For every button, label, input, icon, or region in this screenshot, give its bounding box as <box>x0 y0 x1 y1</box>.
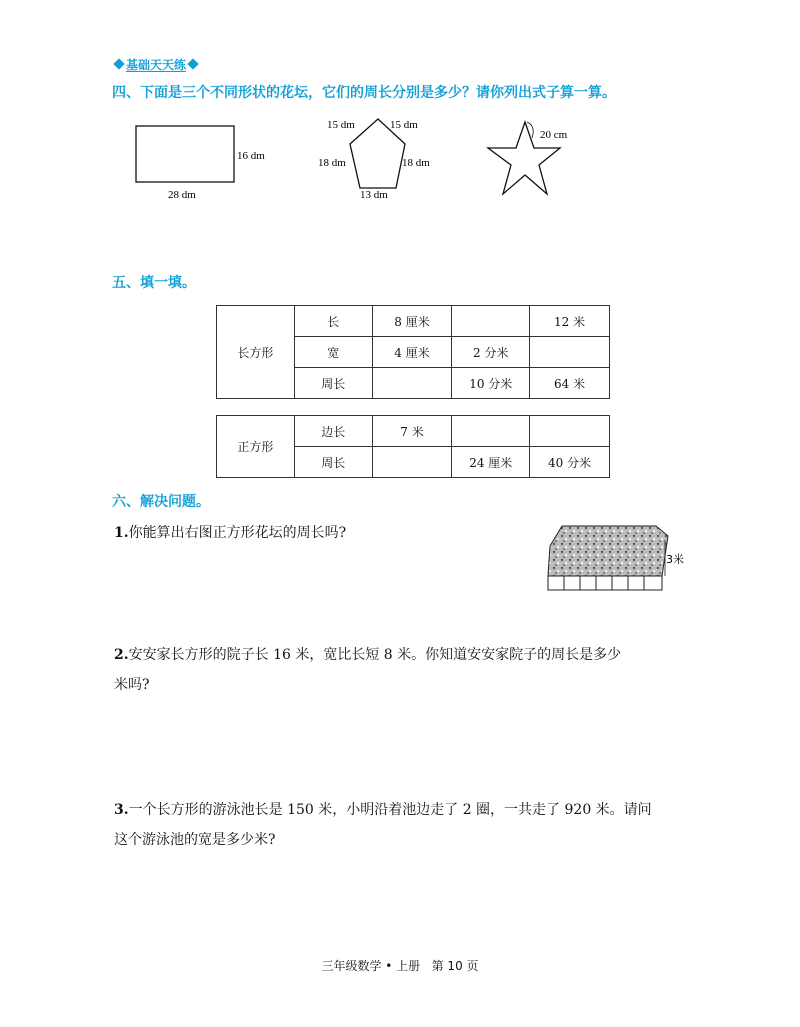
flowerbed-illustration <box>544 518 694 598</box>
diamond-icon <box>187 58 198 69</box>
question-text: 一个长方形的游泳池长是 150 米，小明沿着池边走了 2 圈，一共走了 920 米。请问 <box>128 802 652 818</box>
pentagon-top-left-label: 15 dm <box>327 119 355 131</box>
table-cell: 4 厘米 <box>372 337 452 368</box>
diamond-icon <box>113 58 124 69</box>
section-6-title: 六、解决问题。 <box>112 494 210 510</box>
rectangle-figure <box>136 126 234 182</box>
shape-figures <box>100 110 620 210</box>
row-label: 边长 <box>294 416 372 447</box>
table-cell: 64 米 <box>530 368 610 399</box>
pentagon-left-label: 18 dm <box>318 157 346 169</box>
square-table-header: 正方形 <box>217 416 295 478</box>
rect-table-header: 长方形 <box>217 306 295 399</box>
table-row <box>217 306 610 337</box>
table-cell <box>530 337 610 368</box>
rect-width-label: 28 dm <box>168 189 196 201</box>
pentagon-bottom-label: 13 dm <box>360 189 388 201</box>
pentagon-top-right-label: 15 dm <box>390 119 418 131</box>
flowerbed-top <box>548 526 668 576</box>
table-cell: 7 米 <box>372 416 452 447</box>
table-row <box>217 416 610 447</box>
question-3 <box>114 795 652 855</box>
section-5-title: 五、填一填。 <box>112 275 196 291</box>
table-cell <box>372 368 452 399</box>
table-cell: 2 分米 <box>452 337 530 368</box>
question-number: 2. <box>114 647 129 663</box>
question-number: 3. <box>114 802 129 818</box>
table-cell: 8 厘米 <box>372 306 452 337</box>
star-side-label: 20 cm <box>540 129 568 141</box>
question-text-line2: 米吗? <box>114 677 150 693</box>
table-cell: 10 分米 <box>452 368 530 399</box>
rectangle-table <box>216 305 610 399</box>
table-cell <box>530 416 610 447</box>
banner-label: 基础天天练 <box>126 58 187 72</box>
table-cell: 40 分米 <box>530 447 610 478</box>
section-banner <box>112 56 200 73</box>
question-text: 你能算出右图正方形花坛的周长吗? <box>128 525 347 541</box>
row-label: 宽 <box>294 337 372 368</box>
table-cell <box>372 447 452 478</box>
question-1 <box>114 518 346 548</box>
question-text-line2: 这个游泳池的宽是多少米? <box>114 832 276 848</box>
question-text: 安安家长方形的院子长 16 米，宽比长短 8 米。你知道安安家院子的周长是多少 <box>128 647 622 663</box>
table-cell <box>452 416 530 447</box>
square-table <box>216 415 610 478</box>
pentagon-right-label: 18 dm <box>402 157 430 169</box>
table-cell: 12 米 <box>530 306 610 337</box>
flowerbed-side-label: 3米 <box>666 553 684 566</box>
question-number: 1. <box>114 525 129 541</box>
rect-height-label: 16 dm <box>237 150 265 162</box>
row-label: 周长 <box>294 447 372 478</box>
table-cell <box>452 306 530 337</box>
question-2 <box>114 640 621 700</box>
flowerbed-border <box>548 576 662 590</box>
section-4-title: 四、下面是三个不同形状的花坛，它们的周长分别是多少？请你列出式子算一算。 <box>112 85 616 101</box>
row-label: 周长 <box>294 368 372 399</box>
page-footer: 三年级数学 • 上册 第 10 页 <box>321 959 479 973</box>
table-cell: 24 厘米 <box>452 447 530 478</box>
row-label: 长 <box>294 306 372 337</box>
